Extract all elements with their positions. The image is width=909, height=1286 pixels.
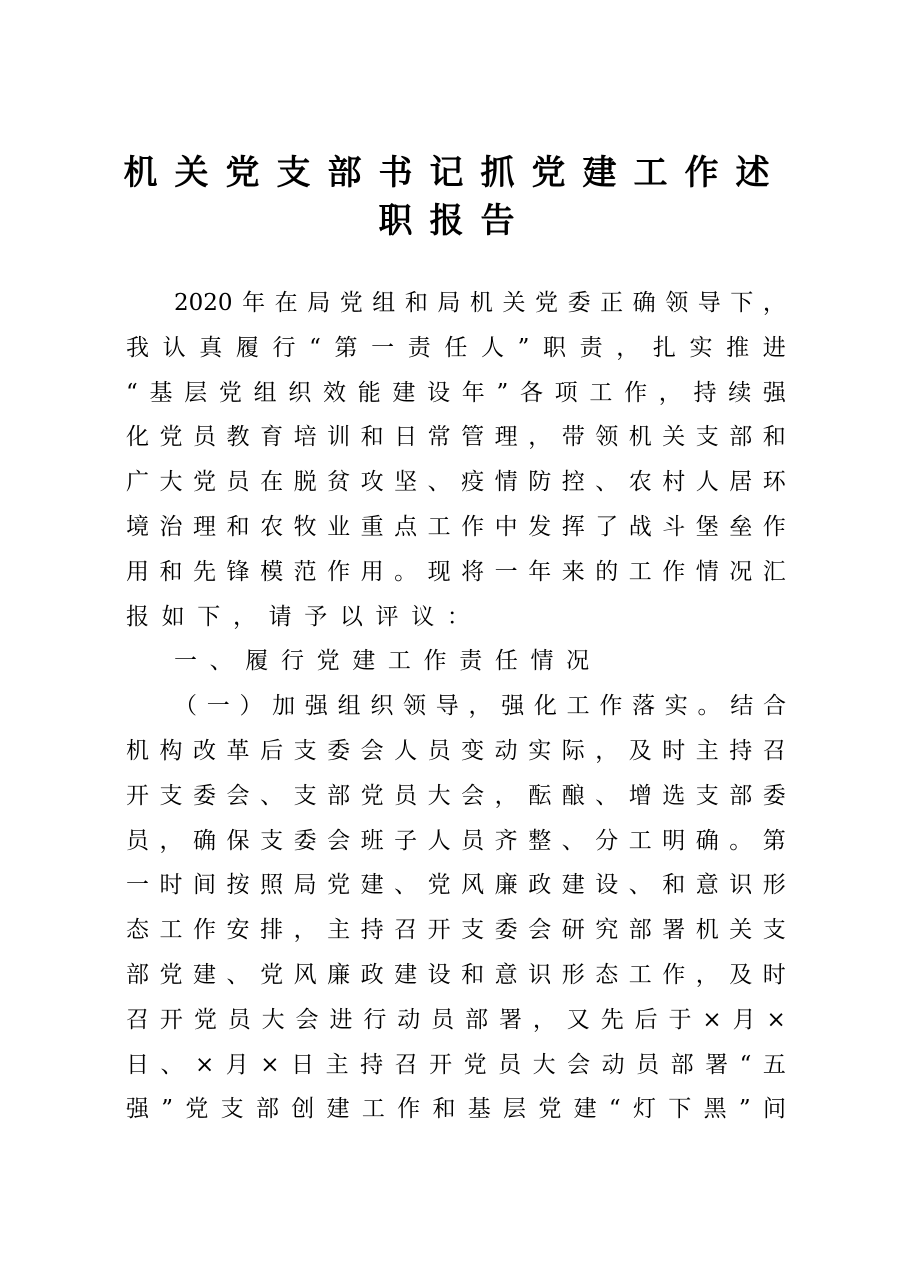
body-line: 境 治 理 和 农 牧 业 重 点 工 作 中 发 挥 了 战 斗 堡 垒 作 [126,513,786,540]
body-line: 员 ， 确 保 支 委 会 班 子 人 员 齐 整 、 分 工 明 确 。 第 [126,827,786,854]
body-line: 化 党 员 教 育 培 训 和 日 常 管 理 ， 带 领 机 关 支 部 和 [126,424,786,451]
body-line: 2020 年 在 局 党 组 和 局 机 关 党 委 正 确 领 导 下 ， [174,290,786,316]
body-line: 机 构 改 革 后 支 委 会 人 员 变 动 实 际 ， 及 时 主 持 召 [126,737,786,764]
body-line: 态 工 作 安 排 ， 主 持 召 开 支 委 会 研 究 部 署 机 关 支 [126,917,786,944]
body-line: 广 大 党 员 在 脱 贫 攻 坚 、 疫 情 防 控 、 农 村 人 居 环 [126,469,786,496]
document-title-line-1: 机关党支部书记抓党建工作述 [123,153,787,193]
body-line: 开 支 委 会 、 支 部 党 员 大 会 ， 酝 酿 、 增 选 支 部 委 [126,782,786,809]
body-line: 日 、 × 月 × 日 主 持 召 开 党 员 大 会 动 员 部 署 “ 五 [126,1051,786,1078]
body-line: （ 一 ） 加 强 组 织 领 导 ， 强 化 工 作 落 实 。 结 合 [174,693,786,720]
body-line: 召 开 党 员 大 会 进 行 动 员 部 署 ， 又 先 后 于 × 月 × [126,1006,786,1033]
body-line: 我 认 真 履 行 “ 第 一 责 任 人 ” 职 责 ， 扎 实 推 进 [126,334,786,361]
body-line: 用 和 先 锋 模 范 作 用 。 现 将 一 年 来 的 工 作 情 况 汇 [126,558,786,585]
body-line: 强 ” 党 支 部 创 建 工 作 和 基 层 党 建 “ 灯 下 黑 ” 问 [126,1096,786,1123]
document-title-line-2: 职报告 [378,201,532,241]
document-body [126,281,786,1132]
body-line: 部 党 建 、 党 风 廉 政 建 设 和 意 识 形 态 工 作 ， 及 时 [126,961,786,988]
body-line: “ 基 层 党 组 织 效 能 建 设 年 ” 各 项 工 作 ， 持 续 强 [126,379,786,406]
body-line-last: 报如下，请予以评议： [126,603,483,630]
body-line: 一 时 间 按 照 局 党 建 、 党 风 廉 政 建 设 、 和 意 识 形 [126,872,786,899]
section-heading: 一、履行党建工作责任情况 [174,648,602,675]
